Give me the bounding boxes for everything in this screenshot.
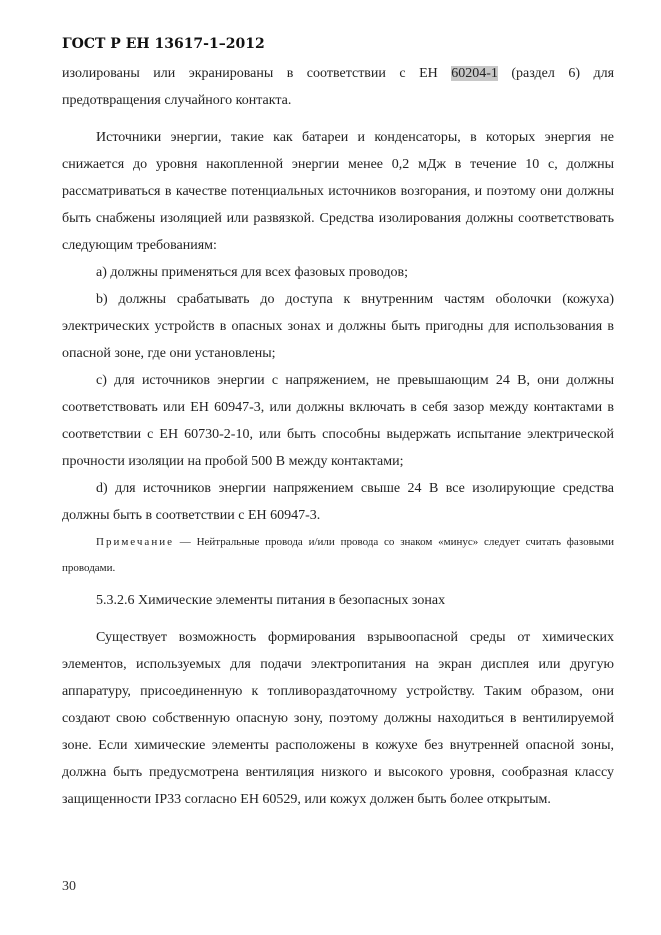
paragraph-energy-sources: Источники энергии, такие как батареи и конденсаторы, в которых энергия не снижается до уровня накопленной энергии менее 0,2 мДж в течение 10 с, должны рассматриваться в качестве потенциальных источников возгорания, и поэтому они должны быть снабжены изоляцией или развязкой. Средства изолирования должны соответствовать следующим требованиям: [62,130,614,253]
list-item-c: с) для источников энергии с напряжением, не превышающим 24 В, они должны соответствовать или ЕН 60947-3, или должны включать в себя зазор между контактами в соответствии с ЕН 60730-2-10, или быть способны выдержать испытание электрической прочности изоляции на пробой 500 В между контактами; [62,373,614,469]
document-body [62,60,614,813]
page-number: 30 [62,879,76,894]
paragraph-continuation-text-a: изолированы или экранированы в соответствии с ЕН [62,66,452,81]
section-heading: 5.3.2.6 Химические элементы питания в безопасных зонах [96,593,446,608]
highlighted-standard-reference: 60204-1 [451,66,498,81]
list-item-b: b) должны срабатывать до доступа к внутренним частям оболочки (кожуха) электрических устройств в опасных зонах и должны быть пригодны для использования в опасной зоне, где они установлены; [62,292,614,361]
paragraph-continuation [62,60,614,114]
note-label: Примечание [96,536,174,548]
note [62,529,614,581]
list-item-a: а) должны применяться для всех фазовых проводов; [96,265,408,280]
note-dash: — [173,536,197,548]
note-text: Нейтральные провода и/или провода со знаком «минус» следует считать фазовыми проводами. [62,536,615,574]
list-item-d: d) для источников энергии напряжением свыше 24 В все изолирующие средства должны быть в соответствии с ЕН 60947-3. [62,481,614,523]
document-header: ГОСТ Р ЕН 13617-1–2012 [62,36,265,52]
paragraph-continuation-text-b: (раздел 6) для предотвращения случайного контакта. [62,66,615,108]
section-body: Существует возможность формирования взрывоопасной среды от химических элементов, используемых для подачи электропитания на экран дисплея или другую аппаратуру, присоединенную к топливораздаточному устройству. Таким образом, они создают свою собственную опасную зону, поэтому должны находиться в вентилируемой зоне. Если химические элементы расположены в кожухе без внутренней опасной зоны, должна быть предусмотрена вентиляция низкого и высокого уровня, сообразная классу защищенности IP33 согласно ЕН 60529, или кожух должен быть более открытым. [62,630,614,807]
